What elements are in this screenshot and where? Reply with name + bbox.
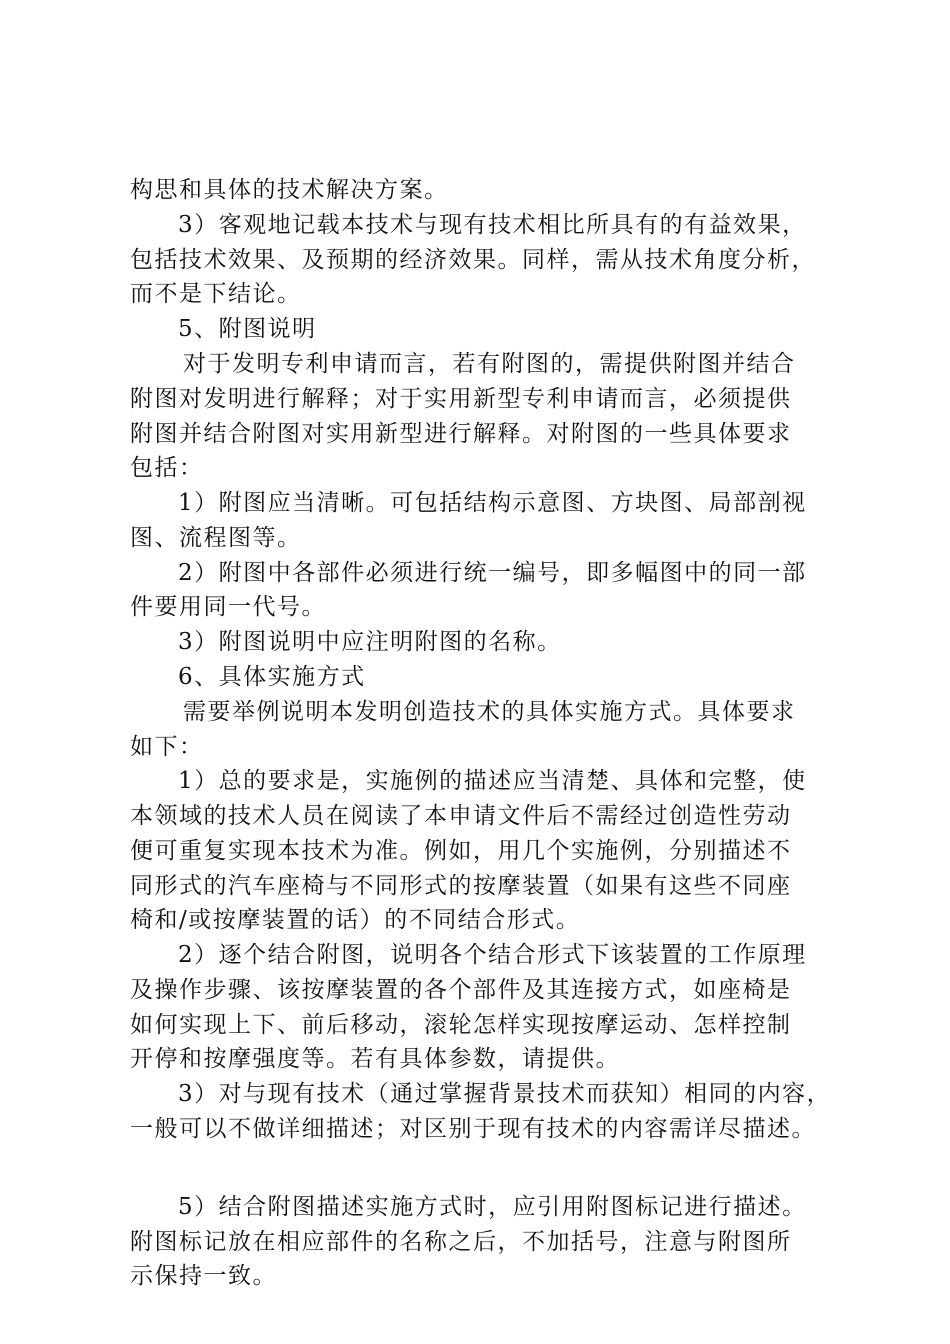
paragraph-line: 椅和/或按摩装置的话）的不同结合形式。 — [130, 907, 581, 933]
paragraph-line: 2）附图中各部件必须进行统一编号，即多幅图中的同一部 — [178, 560, 807, 586]
paragraph-line: 如何实现上下、前后移动，滚轮怎样实现按摩运动、怎样控制 — [130, 1012, 792, 1038]
section-heading: 5、附图说明 — [178, 316, 317, 342]
paragraph-line: 图、流程图等。 — [130, 525, 302, 551]
paragraph-line: 一般可以不做详细描述；对区别于现有技术的内容需详尽描述。 — [130, 1116, 816, 1142]
paragraph-line: 件要用同一代号。 — [130, 594, 326, 620]
paragraph-line: 2）逐个结合附图，说明各个结合形式下该装置的工作原理 — [178, 942, 807, 968]
paragraph-line: 附图标记放在相应部件的名称之后，不加括号，注意与附图所 — [130, 1229, 792, 1255]
paragraph-line: 1）附图应当清晰。可包括结构示意图、方块图、局部剖视 — [178, 490, 807, 516]
section-heading: 6、具体实施方式 — [178, 664, 366, 690]
paragraph-line: 构思和具体的技术解决方案。 — [130, 177, 449, 203]
paragraph-line: 同形式的汽车座椅与不同形式的按摩装置（如果有这些不同座 — [130, 873, 792, 899]
paragraph-line: 3）对与现有技术（通过掌握背景技术而获知）相同的内容， — [178, 1081, 832, 1107]
paragraph-line: 而不是下结论。 — [130, 281, 302, 307]
paragraph-line: 便可重复实现本技术为准。例如，用几个实施例，分别描述不 — [130, 838, 792, 864]
paragraph-line: 附图对发明进行解释；对于实用新型专利申请而言，必须提供 — [130, 386, 792, 412]
paragraph-line: 需要举例说明本发明创造技术的具体实施方式。具体要求 — [183, 699, 796, 725]
paragraph-line: 如下： — [130, 734, 204, 760]
paragraph-line: 包括： — [130, 455, 204, 481]
paragraph-line: 本领域的技术人员在阅读了本申请文件后不需经过创造性劳动 — [130, 803, 792, 829]
paragraph-line: 附图并结合附图对实用新型进行解释。对附图的一些具体要求 — [130, 421, 792, 447]
paragraph-line: 3）客观地记载本技术与现有技术相比所具有的有益效果， — [178, 212, 807, 238]
paragraph-line: 包括技术效果、及预期的经济效果。同样，需从技术角度分析， — [130, 247, 816, 273]
paragraph-line: 示保持一致。 — [130, 1263, 277, 1289]
paragraph-line: 1）总的要求是，实施例的描述应当清楚、具体和完整，使 — [178, 768, 807, 794]
paragraph-line: 开停和按摩强度等。若有具体参数，请提供。 — [130, 1046, 620, 1072]
paragraph-line: 及操作步骤、该按摩装置的各个部件及其连接方式，如座椅是 — [130, 977, 792, 1003]
paragraph-line: 5）结合附图描述实施方式时，应引用附图标记进行描述。 — [178, 1194, 807, 1220]
paragraph-line: 3）附图说明中应注明附图的名称。 — [178, 629, 562, 655]
paragraph-line: 对于发明专利申请而言，若有附图的，需提供附图并结合 — [183, 351, 796, 377]
